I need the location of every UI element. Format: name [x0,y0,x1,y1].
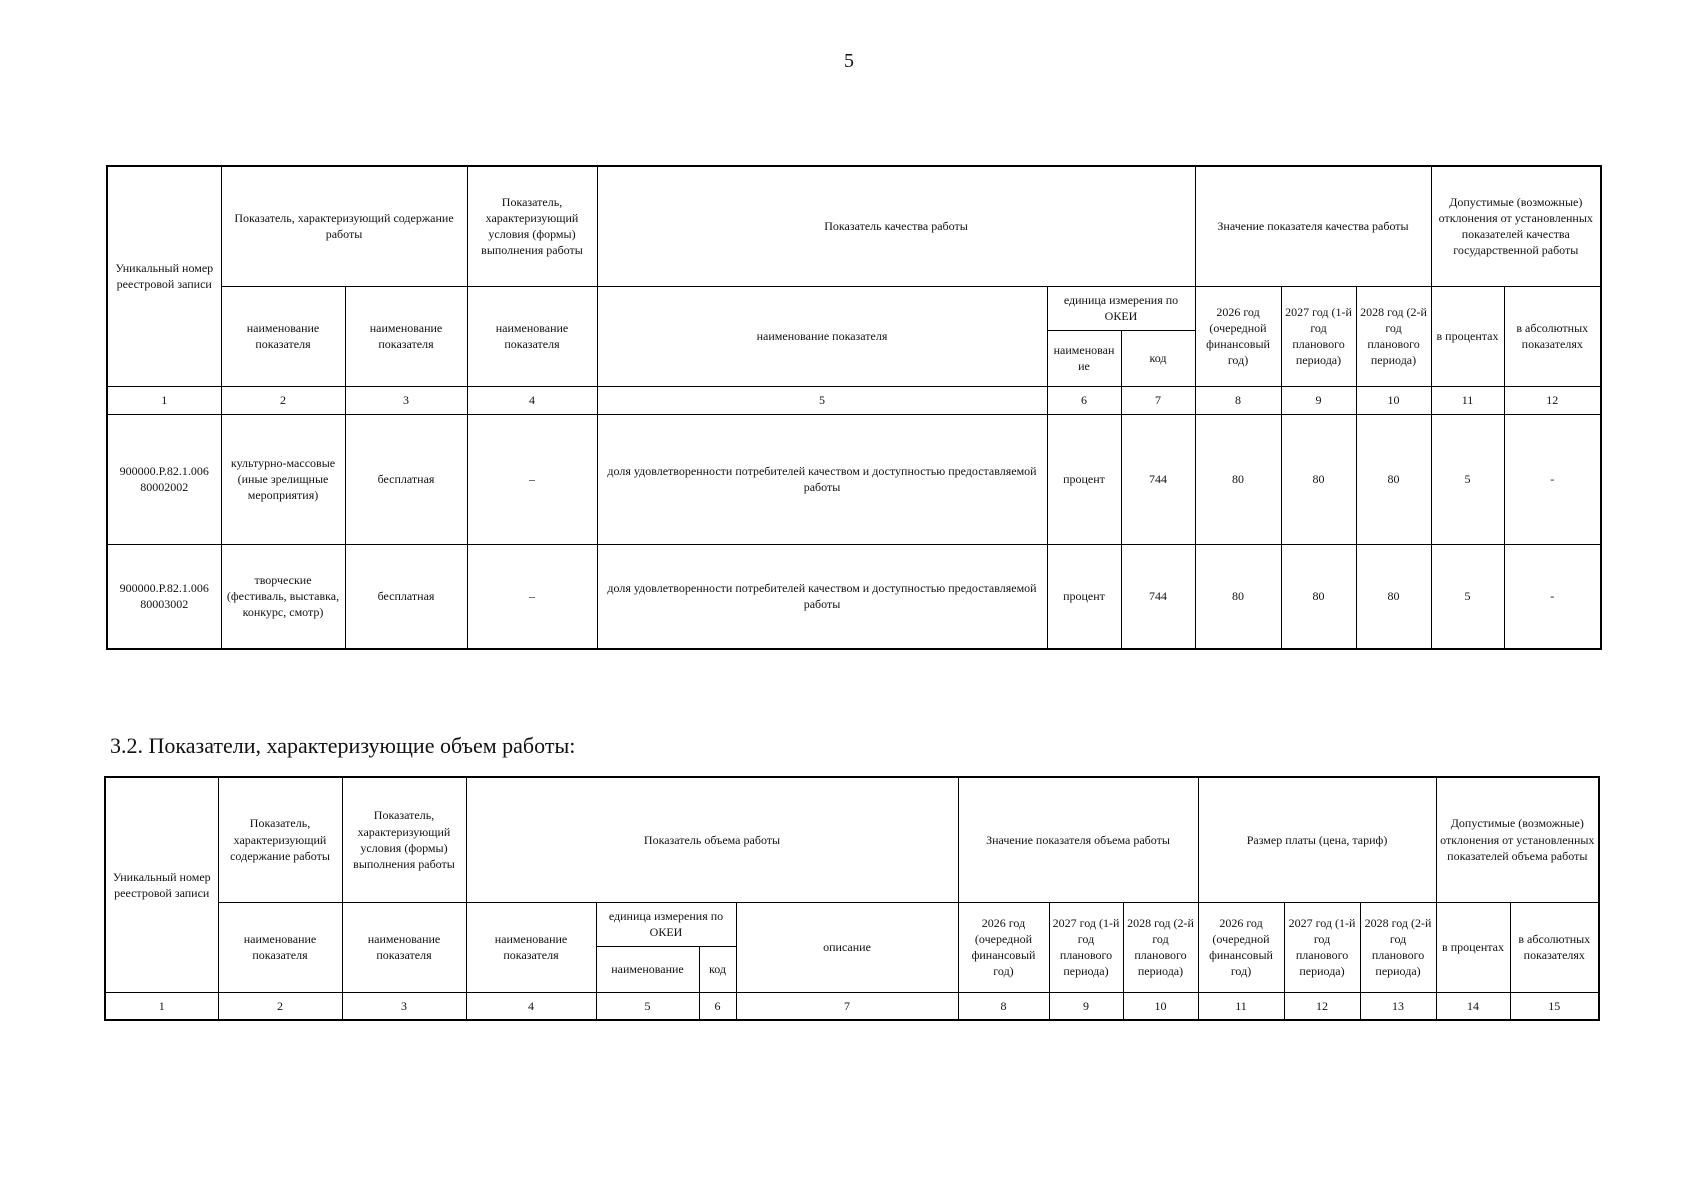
column-number: 11 [1198,992,1284,1020]
registry-number: 900000.Р.82.1.006 80003002 [107,544,221,649]
header-fee-2028: 2028 год (2-й год планового периода) [1360,902,1436,992]
column-number: 1 [107,386,221,414]
header-indicator-name: наименование показателя [218,902,342,992]
column-number: 3 [342,992,466,1020]
column-number: 7 [1121,386,1195,414]
header-year-2028: 2028 год (2-й год планового периода) [1123,902,1198,992]
indicator-name: доля удовлетворенности потребителей качеством и доступностью предоставляемой работы [597,544,1047,649]
header-indicator-name: наименование показателя [342,902,466,992]
column-number: 4 [467,386,597,414]
header-year-2028: 2028 год (2-й год планового периода) [1356,286,1431,386]
column-number: 7 [736,992,958,1020]
header-year-2026: 2026 год (очередной финансовый год) [958,902,1049,992]
header-year-2027: 2027 год (1-й год планового периода) [1281,286,1356,386]
header-conditions-indicator: Показатель, характеризующий условия (формы) выполнения работы [342,777,466,902]
header-unique-number: Уникальный номер реестровой записи [107,166,221,386]
header-quality-value: Значение показателя качества работы [1195,166,1431,286]
header-deviations: Допустимые (возможные) отклонения от установленных показателей объема работы [1436,777,1599,902]
column-number: 9 [1281,386,1356,414]
unit-code: 744 [1121,544,1195,649]
value-2028: 80 [1356,544,1431,649]
header-in-percent: в процентах [1436,902,1510,992]
column-number: 5 [596,992,699,1020]
header-okei-name: наименование [596,946,699,992]
header-fee-2026: 2026 год (очередной финансовый год) [1198,902,1284,992]
condition-value: бесплатная [345,414,467,544]
column-number: 2 [218,992,342,1020]
quality-indicators-table [106,165,1602,650]
column-number: 3 [345,386,467,414]
header-in-absolute: в абсолютных показателях [1510,902,1599,992]
empty-value: – [467,544,597,649]
header-year-2026: 2026 год (очередной финансовый год) [1195,286,1281,386]
page-number: 5 [844,50,854,72]
value-2028: 80 [1356,414,1431,544]
header-okei: единица измерения по ОКЕИ [1047,286,1195,330]
column-number: 9 [1049,992,1123,1020]
column-number: 12 [1284,992,1360,1020]
deviation-percent: 5 [1431,544,1504,649]
unit-name: процент [1047,544,1121,649]
column-number: 8 [1195,386,1281,414]
column-number: 4 [466,992,596,1020]
header-okei: единица измерения по ОКЕИ [596,902,736,946]
value-2027: 80 [1281,414,1356,544]
header-okei-code: код [1121,330,1195,386]
value-2027: 80 [1281,544,1356,649]
column-number-row [105,992,1599,1020]
deviation-absolute: - [1504,414,1601,544]
header-deviations: Допустимые (возможные) отклонения от установленных показателей качества государственной работы [1431,166,1601,286]
column-number: 11 [1431,386,1504,414]
registry-number: 900000.Р.82.1.006 80002002 [107,414,221,544]
content-value: творческие (фестиваль, выставка, конкурс, смотр) [221,544,345,649]
header-content-indicator: Показатель, характеризующий содержание работы [221,166,467,286]
table-row [107,414,1601,544]
deviation-absolute: - [1504,544,1601,649]
column-number: 15 [1510,992,1599,1020]
column-number: 6 [1047,386,1121,414]
header-in-absolute: в абсолютных показателях [1504,286,1601,386]
value-2026: 80 [1195,544,1281,649]
header-fee-2027: 2027 год (1-й год планового периода) [1284,902,1360,992]
header-fee: Размер платы (цена, тариф) [1198,777,1436,902]
header-indicator-name: наименование показателя [467,286,597,386]
column-number: 8 [958,992,1049,1020]
column-number: 10 [1356,386,1431,414]
header-volume-indicator: Показатель объема работы [466,777,958,902]
condition-value: бесплатная [345,544,467,649]
empty-value: – [467,414,597,544]
column-number: 14 [1436,992,1510,1020]
header-conditions-indicator: Показатель, характеризующий условия (формы) выполнения работы [467,166,597,286]
header-okei-name: наименован ие [1047,330,1121,386]
column-number: 10 [1123,992,1198,1020]
column-number: 12 [1504,386,1601,414]
column-number: 2 [221,386,345,414]
content-value: культурно-массовые (иные зрелищные мероприятия) [221,414,345,544]
header-unique-number: Уникальный номер реестровой записи [105,777,218,992]
header-indicator-name: наименование показателя [345,286,467,386]
column-number: 13 [1360,992,1436,1020]
indicator-name: доля удовлетворенности потребителей качеством и доступностью предоставляемой работы [597,414,1047,544]
header-okei-code: код [699,946,736,992]
header-quality-indicator: Показатель качества работы [597,166,1195,286]
column-number: 1 [105,992,218,1020]
header-year-2027: 2027 год (1-й год планового периода) [1049,902,1123,992]
header-volume-value: Значение показателя объема работы [958,777,1198,902]
header-indicator-name: наименование показателя [597,286,1047,386]
column-number: 5 [597,386,1047,414]
column-number: 6 [699,992,736,1020]
volume-indicators-table [104,776,1600,1021]
header-indicator-name: наименование показателя [221,286,345,386]
header-indicator-name: наименование показателя [466,902,596,992]
header-description: описание [736,902,958,992]
column-number-row [107,386,1601,414]
header-in-percent: в процентах [1431,286,1504,386]
section-title: 3.2. Показатели, характеризующие объем работы: [110,733,576,758]
unit-name: процент [1047,414,1121,544]
table-row [107,544,1601,649]
unit-code: 744 [1121,414,1195,544]
value-2026: 80 [1195,414,1281,544]
deviation-percent: 5 [1431,414,1504,544]
header-content-indicator: Показатель, характеризующий содержание работы [218,777,342,902]
